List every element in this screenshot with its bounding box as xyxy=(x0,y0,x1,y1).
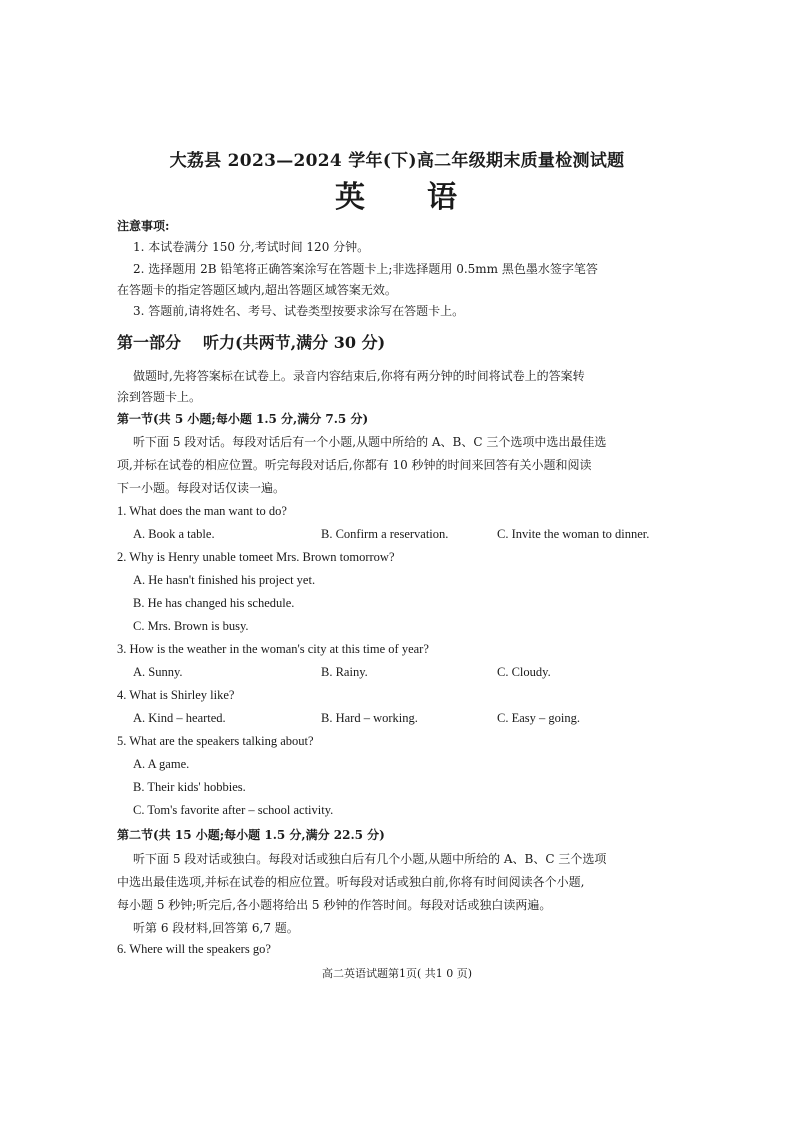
question-2-option-b: B. He has changed his schedule. xyxy=(133,596,295,610)
section-2-intro-line-3: 每小题 5 秒钟;听完后,各小题将给出 5 秒钟的作答时间。每段对话或独白读两遍。 xyxy=(117,898,552,912)
question-4-option-a: A. Kind – hearted. xyxy=(133,711,226,725)
page-footer: 高二英语试题第1页( 共1 0 页) xyxy=(321,967,473,980)
question-6-stem: 6. Where will the speakers go? xyxy=(117,942,271,956)
part-1-heading-label: 第一部分 xyxy=(117,333,182,352)
part-1-heading-text: 听力(共两节,满分 30 分) xyxy=(203,333,386,352)
section-1-intro-line-3: 下一小题。每段对话仅读一遍。 xyxy=(117,481,286,495)
section-2-intro-line-1: 听下面 5 段对话或独白。每段对话或独白后有几个小题,从题中所给的 A、B、C 三个选项 xyxy=(133,852,607,866)
section-2-intro-line-2: 中选出最佳选项,并标在试卷的相应位置。听每段对话或独白前,你将有时间阅读各个小题, xyxy=(117,875,585,889)
part-1-intro-line-1: 做题时,先将答案标在试卷上。录音内容结束后,你将有两分钟的时间将试卷上的答案转 xyxy=(133,369,585,383)
note-item-3: 3. 答题前,请将姓名、考号、试卷类型按要求涂写在答题卡上。 xyxy=(133,304,465,318)
note-item-2-line-1: 2. 选择题用 2B 铅笔将正确答案涂写在答题卡上;非选择题用 0.5mm 黑色墨水签字笔答 xyxy=(133,262,598,276)
question-4-stem: 4. What is Shirley like? xyxy=(117,688,235,702)
question-2-option-c: C. Mrs. Brown is busy. xyxy=(133,619,249,633)
subject-char-1: 英 xyxy=(335,180,367,215)
question-5-option-c: C. Tom's favorite after – school activity. xyxy=(133,803,334,817)
question-3-stem: 3. How is the weather in the woman's city at this time of year? xyxy=(117,642,429,656)
question-5-option-b: B. Their kids' hobbies. xyxy=(133,780,246,794)
part-1-intro-line-2: 涂到答题卡上。 xyxy=(117,390,202,404)
subject-title xyxy=(0,172,794,216)
subject-char-2: 语 xyxy=(427,180,459,215)
question-1-option-a: A. Book a table. xyxy=(133,527,215,541)
section-1-heading: 第一节(共 5 小题;每小题 1.5 分,满分 7.5 分) xyxy=(117,412,369,426)
section-2-heading: 第二节(共 15 小题;每小题 1.5 分,满分 22.5 分) xyxy=(117,828,385,842)
question-4-option-b: B. Hard – working. xyxy=(321,711,418,725)
notes-heading: 注意事项: xyxy=(117,219,170,233)
question-3-option-c: C. Cloudy. xyxy=(497,665,551,679)
part-1-heading xyxy=(117,330,385,353)
note-item-2-line-2: 在答题卡的指定答题区域内,超出答题区域答案无效。 xyxy=(117,283,397,297)
section-1-intro-line-2: 项,并标在试卷的相应位置。听完每段对话后,你都有 10 秒钟的时间来回答有关小题和阅读 xyxy=(117,458,592,472)
section-1-intro-line-1: 听下面 5 段对话。每段对话后有一个小题,从题中所给的 A、B、C 三个选项中选出最佳选 xyxy=(133,435,607,449)
section-2-material-note: 听第 6 段材料,回答第 6,7 题。 xyxy=(133,921,299,935)
exam-title: 大荔县 2023—2024 学年(下)高二年级期末质量检测试题 xyxy=(169,151,625,171)
question-5-stem: 5. What are the speakers talking about? xyxy=(117,734,314,748)
question-3-option-a: A. Sunny. xyxy=(133,665,183,679)
question-2-option-a: A. He hasn't finished his project yet. xyxy=(133,573,316,587)
question-1-stem: 1. What does the man want to do? xyxy=(117,504,287,518)
question-1-option-c: C. Invite the woman to dinner. xyxy=(497,527,650,541)
question-3-option-b: B. Rainy. xyxy=(321,665,368,679)
question-5-option-a: A. A game. xyxy=(133,757,190,771)
question-4-option-c: C. Easy – going. xyxy=(497,711,580,725)
question-2-stem: 2. Why is Henry unable tomeet Mrs. Brown tomorrow? xyxy=(117,550,395,564)
note-item-1: 1. 本试卷满分 150 分,考试时间 120 分钟。 xyxy=(133,240,370,254)
question-1-option-b: B. Confirm a reservation. xyxy=(321,527,449,541)
